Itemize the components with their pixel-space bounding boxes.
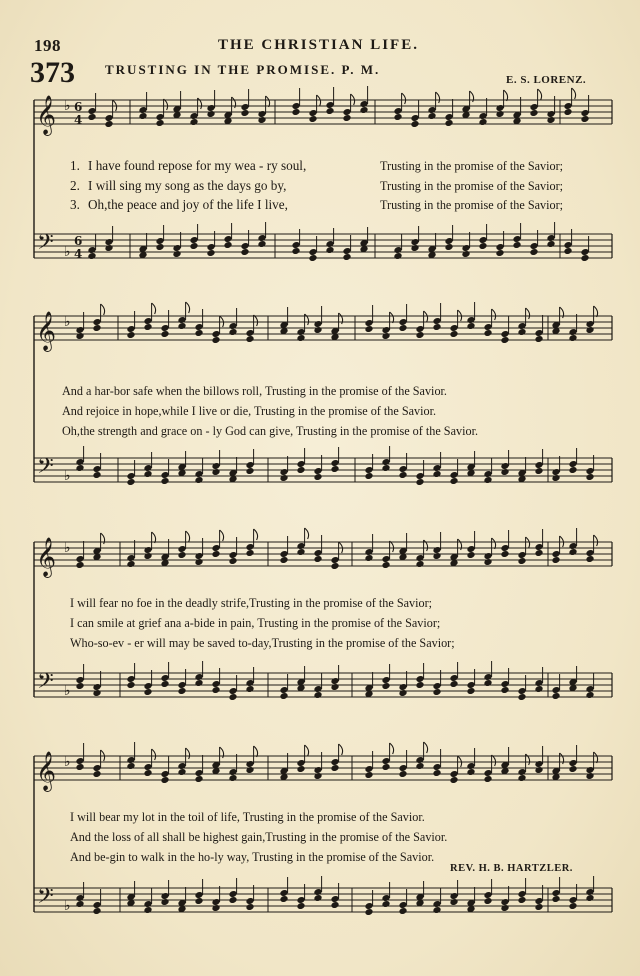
note-head (534, 335, 543, 343)
note-head (568, 466, 577, 474)
note-flag (538, 89, 542, 100)
note-head (308, 115, 317, 123)
note-head (398, 471, 407, 479)
note-head (296, 902, 305, 910)
lyric-line: I can smile at grief ana a-bide in pain, Trusting in the promise of the Savior; (70, 616, 441, 630)
note-flag (572, 88, 576, 99)
note-head (381, 332, 390, 340)
note-head (104, 120, 113, 128)
note-head (172, 250, 181, 258)
note-head (143, 769, 152, 777)
note-head (585, 894, 594, 902)
note-head (330, 901, 339, 909)
note-head (585, 555, 594, 563)
note-head (194, 679, 203, 687)
note-head (466, 551, 475, 559)
hymn-title: TRUSTING IN THE PROMISE. P. M. (105, 62, 381, 77)
note-head (228, 693, 237, 701)
note-head (126, 331, 135, 339)
note-head (228, 557, 237, 565)
note-head (155, 243, 164, 251)
note-head (444, 243, 453, 251)
lyric-line: Trusting in the promise of the Savior; (380, 198, 564, 212)
note-head (500, 550, 509, 558)
bass-clef: 𝄢 (37, 454, 54, 484)
page-number: 198 (34, 36, 61, 55)
note-flag (492, 755, 496, 766)
note-head (449, 477, 458, 485)
note-head (143, 688, 152, 696)
note-head (211, 686, 220, 694)
note-head (279, 556, 288, 564)
note-head (478, 242, 487, 250)
note-head (143, 552, 152, 560)
note-head (415, 762, 424, 770)
note-head (92, 471, 101, 479)
lyric-line: Trusting in the promise of the Savior; (380, 179, 564, 193)
note-head (223, 241, 232, 249)
lyric-line: I have found repose for my wea - ry soul, (88, 158, 307, 173)
treble-clef: 𝄞 (36, 311, 57, 351)
note-head (364, 771, 373, 779)
note-head (500, 336, 509, 344)
note-head (330, 562, 339, 570)
note-head (551, 556, 560, 564)
note-head (245, 467, 254, 475)
note-head (585, 772, 594, 780)
note-head (92, 770, 101, 778)
note-head (364, 554, 373, 562)
note-head (381, 464, 390, 472)
flat-sign: ♭ (64, 98, 71, 114)
note-head (155, 119, 164, 127)
note-head (500, 686, 509, 694)
treble-clef: 𝄞 (36, 537, 57, 577)
note-head (279, 692, 288, 700)
note-head (466, 768, 475, 776)
note-head (568, 765, 577, 773)
note-head (245, 549, 254, 557)
note-head (279, 474, 288, 482)
note-flag (254, 746, 258, 757)
note-head (228, 774, 237, 782)
note-flag (339, 542, 343, 553)
note-head (245, 685, 254, 693)
note-head (325, 107, 334, 115)
note-head (432, 906, 441, 914)
flat-sign: ♭ (64, 898, 71, 914)
note-head (568, 334, 577, 342)
time-signature: 6 (74, 234, 83, 248)
note-head (143, 906, 152, 914)
note-head (257, 240, 266, 248)
note-head (512, 241, 521, 249)
note-head (529, 109, 538, 117)
note-head (75, 682, 84, 690)
note-head (160, 776, 169, 784)
note-head (563, 108, 572, 116)
note-flag (305, 528, 309, 539)
note-head (296, 466, 305, 474)
note-head (483, 558, 492, 566)
bass-clef: 𝄢 (37, 669, 54, 699)
note-head (534, 549, 543, 557)
note-head (478, 118, 487, 126)
flat-sign: ♭ (64, 754, 71, 770)
lyric-line: And be-gin to walk in the ho-ly way, Trusting in the promise of the Savior. (70, 850, 435, 864)
note-head (517, 896, 526, 904)
note-head (393, 252, 402, 260)
note-head (444, 119, 453, 127)
lyric-line: I will fear no foe in the deadly strife,Trusting in the promise of the Savior; (70, 596, 433, 610)
running-title: THE CHRISTIAN LIFE. (218, 37, 419, 53)
note-head (381, 561, 390, 569)
note-head (432, 769, 441, 777)
note-head (240, 248, 249, 256)
flat-sign: ♭ (64, 244, 71, 260)
note-flag (560, 536, 564, 547)
note-head (75, 332, 84, 340)
note-flag (317, 95, 321, 106)
note-head (551, 474, 560, 482)
note-head (228, 328, 237, 336)
note-head (211, 550, 220, 558)
note-head (291, 108, 300, 116)
note-head (495, 110, 504, 118)
note-head (194, 476, 203, 484)
lyric-line: I will bear my lot in the toil of life, Trusting in the promise of the Savior. (70, 810, 425, 824)
note-head (342, 253, 351, 261)
note-flag (504, 90, 508, 101)
note-head (211, 468, 220, 476)
note-head (432, 323, 441, 331)
note-head (529, 248, 538, 256)
note-head (568, 902, 577, 910)
time-signature: 4 (74, 247, 83, 261)
note-head (461, 250, 470, 258)
note-head (449, 898, 458, 906)
note-flag (594, 752, 598, 763)
note-head (449, 776, 458, 784)
note-head (534, 685, 543, 693)
note-head (517, 557, 526, 565)
note-head (291, 247, 300, 255)
note-head (483, 679, 492, 687)
note-head (194, 897, 203, 905)
bass-clef: 𝄢 (37, 230, 54, 260)
note-head (160, 477, 169, 485)
note-head (500, 904, 509, 912)
note-head (206, 110, 215, 118)
time-signature: 6 (74, 100, 83, 114)
note-head (138, 112, 147, 120)
note-head (398, 689, 407, 697)
note-flag (492, 538, 496, 549)
note-head (279, 895, 288, 903)
treble-clef: 𝄞 (36, 751, 57, 791)
note-flag (220, 316, 224, 327)
note-head (75, 561, 84, 569)
note-head (296, 548, 305, 556)
note-flag (458, 756, 462, 767)
hymn-number: 373 (30, 56, 75, 89)
note-head (393, 113, 402, 121)
note-head (381, 900, 390, 908)
note-flag (186, 748, 190, 759)
note-head (410, 244, 419, 252)
note-head (313, 326, 322, 334)
note-flag (164, 99, 168, 110)
note-flag (390, 312, 394, 323)
note-flag (113, 100, 117, 111)
note-head (92, 324, 101, 332)
note-head (308, 254, 317, 262)
note-head (432, 552, 441, 560)
note-head (189, 118, 198, 126)
note-head (415, 560, 424, 568)
note-head (330, 465, 339, 473)
note-head (568, 548, 577, 556)
note-head (585, 473, 594, 481)
note-head (228, 896, 237, 904)
note-flag (152, 749, 156, 760)
note-head (517, 774, 526, 782)
flat-sign: ♭ (64, 468, 71, 484)
note-flag (458, 310, 462, 321)
note-flag (594, 535, 598, 546)
note-head (381, 763, 390, 771)
note-head (364, 325, 373, 333)
note-flag (526, 308, 530, 319)
note-head (313, 691, 322, 699)
note-flag (254, 529, 258, 540)
note-head (313, 473, 322, 481)
note-head (313, 772, 322, 780)
time-signature: 4 (74, 113, 83, 127)
note-flag (492, 309, 496, 320)
note-head (517, 693, 526, 701)
note-head (177, 687, 186, 695)
note-head (160, 330, 169, 338)
note-flag (266, 96, 270, 107)
lyric-line: And the loss of all shall be highest gain,Trusting in the promise of the Savior. (70, 830, 448, 844)
note-flag (351, 94, 355, 105)
note-head (580, 254, 589, 262)
author-credit: REV. H. B. HARTZLER. (450, 863, 573, 874)
note-head (104, 244, 113, 252)
note-head (483, 329, 492, 337)
note-head (160, 898, 169, 906)
note-head (177, 551, 186, 559)
note-flag (254, 315, 258, 326)
note-flag (101, 304, 105, 315)
note-head (449, 330, 458, 338)
note-head (534, 467, 543, 475)
note-head (75, 464, 84, 472)
note-head (364, 908, 373, 916)
note-head (211, 904, 220, 912)
lyric-line: Oh,the peace and joy of the life I live, (88, 197, 288, 212)
note-head (415, 478, 424, 486)
note-head (245, 335, 254, 343)
note-head (449, 680, 458, 688)
lyric-line: And a har-bor safe when the billows roll, Trusting in the promise of the Savior. (62, 384, 447, 398)
note-flag (220, 530, 224, 541)
note-head (398, 907, 407, 915)
note-head (296, 334, 305, 342)
note-head (585, 691, 594, 699)
note-head (563, 247, 572, 255)
note-head (495, 249, 504, 257)
note-head (211, 336, 220, 344)
note-head (546, 240, 555, 248)
flat-sign: ♭ (64, 683, 71, 699)
note-head (296, 765, 305, 773)
lyric-line: Oh,the strength and grace on - ly God can give, Trusting in the promise of the Savior. (62, 424, 478, 438)
lyric-line: And rejoice in hope,while I live or die, Trusting in the promise of the Savior. (62, 404, 437, 418)
note-head (194, 775, 203, 783)
note-flag (594, 306, 598, 317)
note-head (75, 900, 84, 908)
note-flag (339, 744, 343, 755)
note-head (126, 762, 135, 770)
note-head (500, 468, 509, 476)
note-head (194, 329, 203, 337)
note-head (415, 331, 424, 339)
verse-number: 3. (70, 197, 80, 212)
note-flag (186, 302, 190, 313)
note-head (580, 115, 589, 123)
note-head (245, 903, 254, 911)
note-head (177, 322, 186, 330)
verse-number: 2. (70, 178, 80, 193)
note-head (466, 687, 475, 695)
note-flag (402, 93, 406, 104)
note-head (313, 555, 322, 563)
note-head (92, 689, 101, 697)
note-head (398, 324, 407, 332)
note-head (466, 322, 475, 330)
note-head (206, 249, 215, 257)
note-head (75, 763, 84, 771)
note-head (342, 114, 351, 122)
note-head (194, 558, 203, 566)
note-flag (152, 303, 156, 314)
note-head (160, 680, 169, 688)
note-head (126, 560, 135, 568)
note-head (313, 894, 322, 902)
note-head (87, 252, 96, 260)
note-head (143, 323, 152, 331)
note-head (483, 476, 492, 484)
note-head (240, 109, 249, 117)
note-head (381, 682, 390, 690)
note-head (517, 328, 526, 336)
note-flag (526, 537, 530, 548)
note-head (534, 903, 543, 911)
note-head (126, 478, 135, 486)
note-head (585, 326, 594, 334)
note-head (432, 688, 441, 696)
lyric-line: Trusting in the promise of the Savior; (380, 159, 564, 173)
note-flag (101, 750, 105, 761)
note-head (330, 764, 339, 772)
note-head (551, 692, 560, 700)
flat-sign: ♭ (64, 314, 71, 330)
flat-sign: ♭ (64, 540, 71, 556)
note-flag (424, 311, 428, 322)
note-head (92, 907, 101, 915)
note-head (483, 775, 492, 783)
note-head (359, 106, 368, 114)
note-head (330, 683, 339, 691)
note-head (432, 470, 441, 478)
note-flag (305, 745, 309, 756)
note-head (551, 895, 560, 903)
note-head (325, 246, 334, 254)
bass-clef: 𝄢 (37, 884, 54, 914)
composer-credit: E. S. LORENZ. (506, 74, 587, 86)
note-head (364, 472, 373, 480)
note-flag (186, 531, 190, 542)
note-flag (424, 742, 428, 753)
note-head (189, 242, 198, 250)
note-flag (436, 92, 440, 103)
note-head (245, 766, 254, 774)
note-head (427, 112, 436, 120)
note-head (415, 681, 424, 689)
treble-clef: 𝄞 (36, 95, 57, 135)
note-head (534, 766, 543, 774)
note-head (177, 768, 186, 776)
note-flag (390, 743, 394, 754)
lyric-line: I will sing my song as the days go by, (88, 178, 287, 193)
note-head (410, 120, 419, 128)
note-head (257, 116, 266, 124)
verse-number: 1. (70, 158, 80, 173)
note-head (143, 470, 152, 478)
note-head (126, 681, 135, 689)
lyric-line: Who-so-ev - er will may be saved to-day,Trusting in the promise of the Savior; (70, 636, 455, 650)
note-head (546, 116, 555, 124)
note-flag (152, 532, 156, 543)
note-head (483, 897, 492, 905)
note-flag (390, 541, 394, 552)
note-head (398, 770, 407, 778)
note-head (87, 113, 96, 121)
